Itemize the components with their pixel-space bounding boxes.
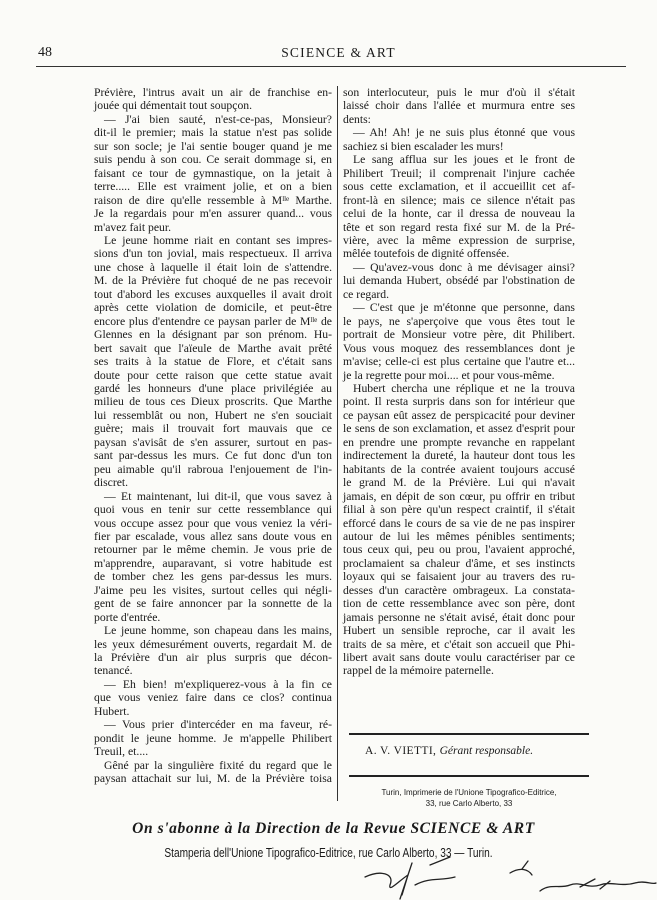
text-line: ce paysan eût assez de perspicacité pour deviner bbox=[343, 408, 575, 422]
text-line: discret. bbox=[94, 476, 129, 490]
text-line: autour de lui les mêmes pénibles sentiments; bbox=[343, 529, 575, 543]
text-line: Gêné par la singulière fixité du regard que le bbox=[104, 758, 332, 772]
manager-name: A. V. VIETTI, bbox=[365, 745, 437, 757]
text-line: traits de sa mère, et c'était son accueil que Phi- bbox=[343, 637, 575, 651]
paragraph bbox=[94, 624, 332, 678]
text-line: mêlée toutefois de dignité offensée. bbox=[343, 247, 510, 261]
text-line: — C'est que je m'étonne que personne, dans bbox=[353, 301, 575, 315]
subscription-notice: On s'abonne à la Direction de la Revue SCIENCE & ART bbox=[132, 820, 535, 837]
text-line: loyaux qui se faisaient jour au travers des ru- bbox=[343, 570, 575, 584]
text-line: Glennes en la désignant par son prénom. Hu- bbox=[94, 328, 332, 342]
text-line: faisant ce tour de gymnastique, on la jetait à bbox=[94, 166, 332, 180]
text-line: terre..... Elle est vraiment jolie, et on a bien bbox=[94, 180, 332, 194]
text-line: le pays, ne s'aperçoive que vous êtes tout le bbox=[343, 314, 575, 328]
text-line: retourner par le même chemin. Je vous prie de bbox=[94, 543, 332, 557]
paragraph bbox=[343, 153, 575, 261]
text-line: quoi vous en tenir sur cette ressemblance qui bbox=[94, 503, 332, 517]
text-line: encore plus d'entendre ce paysan parler de Mˡˡᵉ de bbox=[94, 314, 332, 328]
text-line: — Ah! Ah! je ne suis plus étonné que vous bbox=[353, 126, 575, 140]
text-line: une chose à laquelle il était loin de s'attendre. bbox=[94, 260, 332, 274]
imprint-rule-bottom bbox=[349, 775, 589, 777]
text-line: ses traits à la statue de Flore, et c'était sans bbox=[94, 355, 332, 369]
text-line: de tomber chez les gens par-dessus les murs. bbox=[94, 570, 332, 584]
paragraph bbox=[94, 759, 332, 786]
text-line: jouée qui démentait tout soupçon. bbox=[94, 99, 253, 113]
column-divider bbox=[337, 86, 338, 801]
text-line: tenancé. bbox=[94, 664, 133, 678]
running-title: SCIENCE & ART bbox=[281, 45, 396, 60]
text-line: m'apprendre, auparavant, si votre habitude est bbox=[94, 556, 332, 570]
paragraph bbox=[343, 261, 575, 301]
text-line: Hubert chercha une réplique et ne la trouva bbox=[353, 381, 575, 395]
text-line: gardé les honneurs d'une place privilégiée au bbox=[94, 381, 332, 395]
paragraph bbox=[94, 678, 332, 718]
text-line: Hubert. bbox=[94, 704, 130, 718]
text-line: porte d'entrée. bbox=[94, 610, 161, 624]
text-line: — Qu'avez-vous donc à me dévisager ainsi? bbox=[353, 260, 575, 274]
paragraph bbox=[94, 490, 332, 625]
text-line: proclamaient sa chaleur d'âme, et ses instincts bbox=[343, 556, 575, 570]
printer-footer: Stamperia dell'Unione Tipografico-Editrice, rue Carlo Alberto, 33 — Turin. bbox=[164, 845, 493, 860]
printer-line-2: 33, rue Carlo Alberto, 33 bbox=[425, 799, 513, 808]
paragraph bbox=[343, 301, 575, 382]
text-line: guère; mais il trouvait fort mauvais que ce bbox=[94, 422, 332, 436]
text-line: tous ceux qui, peu ou prou, l'avaient approché, bbox=[343, 543, 575, 557]
paragraph bbox=[94, 718, 332, 758]
header-rule bbox=[36, 66, 626, 67]
text-line: les yeux démesurément ouverts, regardait M. de bbox=[94, 637, 332, 651]
text-line: jamais, en dépit de son cœur, pu offrir en tribut bbox=[343, 489, 575, 503]
text-line: lui ressemblât ou non, Hubert ne s'en souciait bbox=[94, 408, 332, 422]
text-line: peu aimable qu'il rabroua l'enjouement de l'in- bbox=[94, 462, 332, 476]
text-line: Vous vous moquez des ressemblances dont je bbox=[343, 341, 575, 355]
text-line: vière, avec la même expression de surprise, bbox=[343, 233, 575, 247]
text-line: — J'ai bien sauté, n'est-ce-pas, Monsieur? bbox=[104, 112, 332, 126]
text-line: raison de dire qu'elle ressemble à Mˡˡᵉ Marthe. bbox=[94, 193, 332, 207]
text-line: ce regard. bbox=[343, 287, 390, 301]
text-line: Je la regardais pour m'en assurer quand... vous bbox=[94, 207, 332, 221]
text-line: J'aime peu les visites, surtout celles qui négli- bbox=[94, 583, 332, 597]
text-line: jamais personne ne s'était avisé, était donc pour bbox=[343, 610, 575, 624]
text-line: rappel de la mémoire paternelle. bbox=[343, 664, 494, 678]
handwritten-signature bbox=[360, 855, 657, 900]
text-line: laissé choir dans l'allée et murmura entre ses bbox=[343, 99, 575, 113]
text-line: — Vous prier d'intercéder en ma faveur, ré- bbox=[104, 718, 332, 732]
text-line: sachiez si bien escalader les murs! bbox=[343, 139, 504, 153]
text-line: celui de la honte, car il dressa de nouveau la bbox=[343, 207, 575, 221]
text-line: dents: bbox=[343, 112, 371, 126]
imprint-rule-top bbox=[349, 733, 589, 735]
text-line: Le sang afflua sur les joues et le front de bbox=[353, 153, 575, 167]
text-line: la Prévière d'un air plus surpris que décon- bbox=[94, 651, 332, 665]
text-line: bert savait que l'aïeule de Marthe avait prêté bbox=[94, 341, 332, 355]
text-line: Philibert Treuil; il comprenait l'injure cachée bbox=[343, 166, 575, 180]
text-line: paysan s'avisât de s'en assurer, surtout en pas- bbox=[94, 435, 332, 449]
text-line: desses d'un caractère ombrageux. La constata- bbox=[343, 583, 575, 597]
text-line: que vous veniez faire dans ce clos? continua bbox=[94, 691, 332, 705]
text-line: lui demanda Hubert, obsédé par l'obstination de bbox=[343, 274, 575, 288]
paragraph bbox=[343, 86, 575, 126]
text-line: indirectement la dureté, la hauteur dont tous les bbox=[343, 449, 575, 463]
paragraph bbox=[94, 113, 332, 234]
text-line: front-là en silence; mais ce silence n'était pas bbox=[343, 193, 575, 207]
printer-imprint bbox=[349, 787, 589, 809]
text-line: point. Il resta surpris dans son for intérieur que bbox=[343, 395, 575, 409]
paragraph bbox=[94, 234, 332, 490]
printer-line-1: Turin, Imprimerie de l'Unione Tipografico-Editrice, bbox=[381, 788, 557, 797]
text-line: pondit le jeune homme. Je m'appelle Philibert bbox=[94, 731, 332, 745]
right-column bbox=[343, 86, 575, 678]
text-line: sions d'un ton jovial, mais respectueux. Il arriva bbox=[94, 247, 332, 261]
text-line: gent de se faire annoncer par la sonnette de la bbox=[94, 597, 332, 611]
text-line: sur son socle; je l'ai sentie bouger quand je me bbox=[94, 139, 332, 153]
paragraph bbox=[343, 382, 575, 678]
text-line: m'avise; celle-ci est plus certaine que l'autre et... bbox=[343, 355, 575, 369]
paragraph bbox=[343, 126, 575, 153]
text-line: doute pour cette raison que cette statue avait bbox=[94, 368, 332, 382]
text-line: portrait de Monsieur votre père, dit Philibert. bbox=[343, 328, 575, 342]
text-line: Prévière, l'intrus avait un air de franchise en- bbox=[94, 86, 332, 99]
text-line: paysan attachait sur lui, M. de la Prévière toisa bbox=[94, 772, 332, 786]
page-number: 48 bbox=[38, 45, 52, 60]
text-line: tête et son regard resta fixé sur M. de la Pré- bbox=[343, 220, 575, 234]
text-line: Hubert un sensible reproche, car il avait les bbox=[343, 624, 575, 638]
text-line: dit-il le premier; mais la statue n'est pas solide bbox=[94, 126, 332, 140]
text-line: m'avez fait peur. bbox=[94, 220, 172, 234]
text-line: — Eh bien! m'expliquerez-vous à la fin ce bbox=[104, 677, 332, 691]
text-line: habitants de la contrée avaient toujours accusé bbox=[343, 462, 575, 476]
paragraph bbox=[94, 86, 332, 113]
text-line: milieu de tous ces Dieux proscrits. Que Marthe bbox=[94, 395, 332, 409]
text-line: libert avait sans doute voulu caractériser par ce bbox=[343, 651, 575, 665]
text-line: Treuil, et.... bbox=[94, 745, 149, 759]
text-line: en prendre une prompte revanche en rappelant bbox=[343, 435, 575, 449]
text-line: — Et maintenant, lui dit-il, que vous savez à bbox=[104, 489, 332, 503]
text-line: sant par-dessus les murs. Ce fut donc d'un ton bbox=[94, 449, 332, 463]
text-line: après cette violation de domicile, et peut-être bbox=[94, 301, 332, 315]
text-line: je la regrette pour moi.... et pour vous-même. bbox=[343, 368, 555, 382]
text-line: le sens de son exclamation, et assez d'esprit pour bbox=[343, 422, 575, 436]
text-line: tout d'abord les excuses auxquelles il avait droit bbox=[94, 287, 332, 301]
text-line: M. de la Prévière fut choqué de ne pas recevoir bbox=[94, 274, 332, 288]
left-column bbox=[94, 86, 332, 786]
text-line: suis pendu à son cou. Ce serait dommage si, en bbox=[94, 153, 332, 167]
text-line: le grand M. de la Prévière. Lui qui n'avait bbox=[343, 476, 575, 490]
text-line: vous occupe assez pour que vous veniez la véri- bbox=[94, 516, 332, 530]
text-line: Le jeune homme, son chapeau dans les mains, bbox=[104, 624, 332, 638]
text-line: filial à son père qu'un respect craintif, il s'était bbox=[343, 503, 575, 517]
text-line: tion de cette ressemblance avec son père, dont bbox=[343, 597, 575, 611]
text-line: efforcé dans le cours de sa vie de ne pas inspirer bbox=[343, 516, 575, 530]
text-line: Le jeune homme riait en contant ses impres- bbox=[104, 233, 332, 247]
manager-line bbox=[365, 745, 533, 757]
text-line: fier par escalade, vous allez sans doute vous en bbox=[94, 529, 332, 543]
manager-title: Gérant responsable. bbox=[439, 745, 534, 757]
text-line: sous cette exclamation, et il accueillit cet af- bbox=[343, 180, 575, 194]
text-line: son interlocuteur, puis le mur d'où il s'était bbox=[343, 86, 575, 99]
